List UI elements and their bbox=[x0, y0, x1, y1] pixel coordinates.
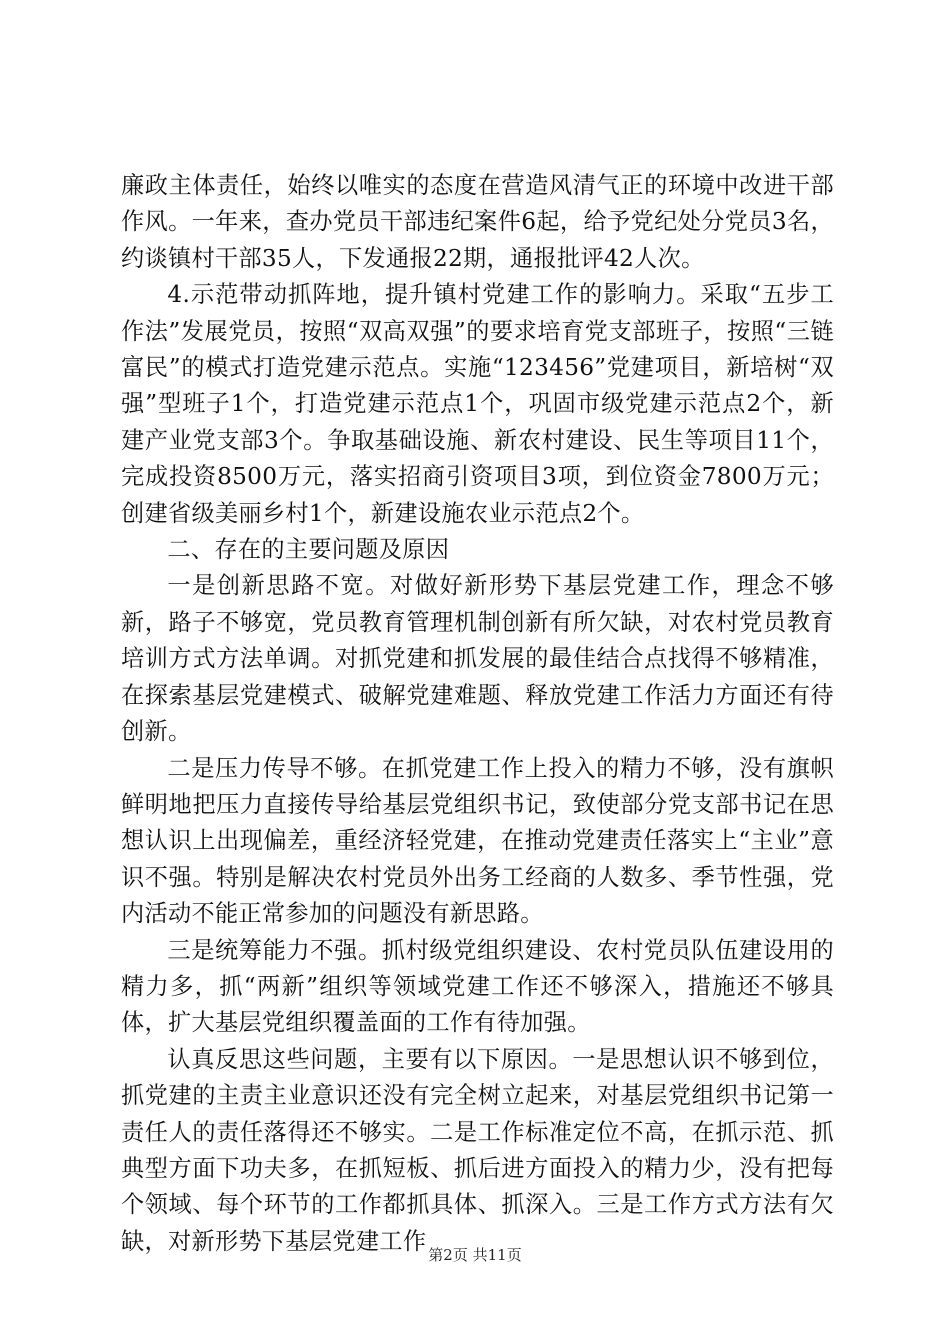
paragraph-reasons: 认真反思这些问题，主要有以下原因。一是思想认识不够到位，抓党建的主责主业意识还没有完全树立起来，对基层党组织书记第一责任人的责任落得还不够实。二是工作标准定位不高，在抓示范、抓典型方面下功夫多，在抓短板、抓后进方面投入的精力少，没有把每个领域、每个环节的工作都抓具体、抓深入。三是工作方式方法有欠缺，对新形势下基层党建工作 bbox=[121, 1045, 834, 1255]
paragraph-demonstration-base: 4.示范带动抓阵地，提升镇村党建工作的影响力。采取“五步工作法”发展党员，按照“双高双强”的要求培育党支部班子，按照“三链富民”的模式打造党建示范点。实施“123456”党建项目，新培树“双强”型班子1个，打造党建示范点1个，巩固市级党建示范点2个，新建产业党支部3个。争取基础设施、新农村建设、民生等项目11个，完成投资8500万元，落实招商引资项目3项，到位资金7800万元；创建省级美丽乡村1个，新建设施农业示范点2个。 bbox=[121, 281, 834, 527]
document-body bbox=[121, 168, 834, 1260]
paragraph-discipline-results: 廉政主体责任，始终以唯实的态度在营造风清气正的环境中改进干部作风。一年来，查办党员干部违纪案件6起，给予党纪处分党员3名，约谈镇村干部35人，下发通报22期，通报批评42人次。 bbox=[121, 172, 834, 272]
paragraph-problem-coordination: 三是统筹能力不强。抓村级党组织建设、农村党员队伍建设用的精力多，抓“两新”组织等领域党建工作还不够深入，措施还不够具体，扩大基层党组织覆盖面的工作有待加强。 bbox=[121, 936, 834, 1037]
paragraph-problem-pressure: 二是压力传导不够。在抓党建工作上投入的精力不够，没有旗帜鲜明地把压力直接传导给基层党组织书记，致使部分党支部书记在思想认识上出现偏差，重经济轻党建，在推动党建责任落实上“主业”意识不强。特别是解决农村党员外出务工经商的人数多、季节性强，党内活动不能正常参加的问题没有新思路。 bbox=[121, 754, 834, 928]
section-heading-problems: 二、存在的主要问题及原因 bbox=[167, 536, 450, 564]
page-footer: 第2页 共11页 bbox=[428, 1246, 522, 1264]
paragraph-problem-innovation: 一是创新思路不宽。对做好新形势下基层党建工作，理念不够新，路子不够宽，党员教育管理机制创新有所欠缺，对农村党员教育培训方式方法单调。对抓党建和抓发展的最佳结合点找得不够精准，在探索基层党建模式、破解党建难题、释放党建工作活力方面还有待创新。 bbox=[121, 572, 834, 746]
